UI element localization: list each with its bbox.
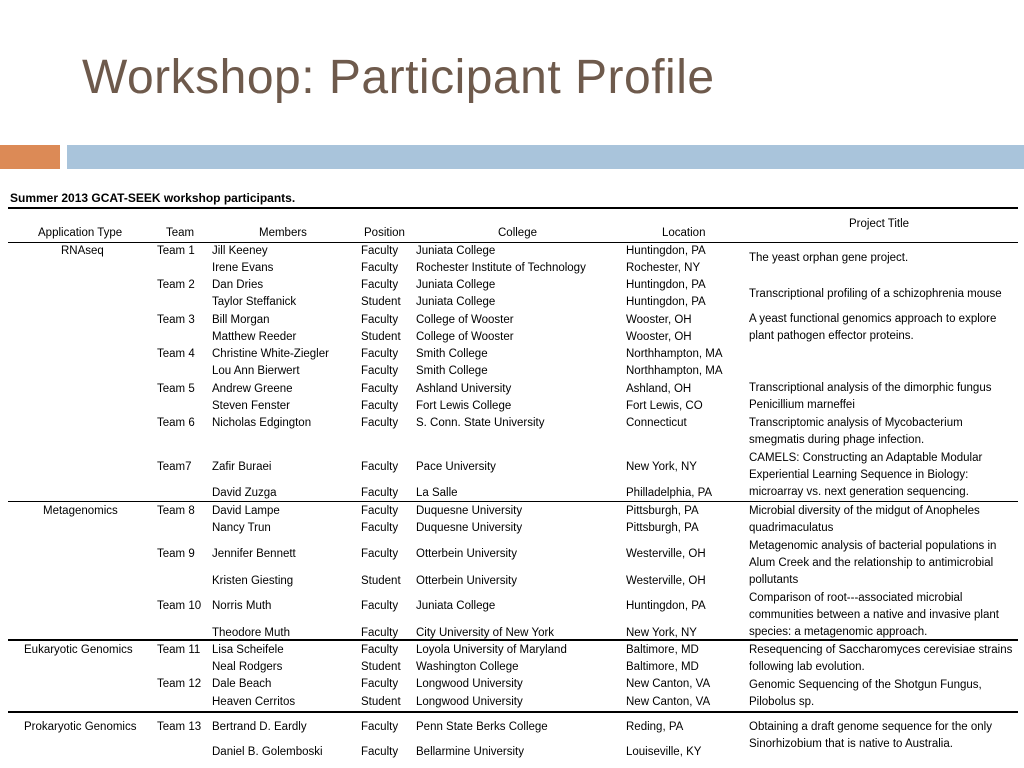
cell-location: Pittsburgh, PA (626, 522, 699, 534)
project-title: Resequencing of Saccharomyces cerevisiae strains following lab evolution. (749, 644, 1013, 673)
project-title: Transcriptomic analysis of Mycobacterium smegmatis during phage infection. (749, 417, 963, 446)
cell-college: S. Conn. State University (416, 417, 545, 429)
cell-team: Team 12 (157, 678, 202, 690)
cell-location: Northhampton, MA (626, 348, 723, 360)
table-top-rule (8, 207, 1018, 209)
cell-college: Juniata College (416, 600, 496, 612)
section-rule (8, 501, 1018, 502)
cell-position: Faculty (361, 627, 399, 639)
cell-position: Faculty (361, 678, 399, 690)
cell-location: Westerville, OH (626, 575, 706, 587)
cell-position: Faculty (361, 279, 399, 291)
cell-member: Bertrand D. Eardly (212, 721, 307, 733)
cell-college: Ashland University (416, 383, 512, 395)
cell-location: Huntingdon, PA (626, 296, 706, 308)
cell-college: Penn State Berks College (416, 721, 548, 733)
cell-position: Faculty (361, 461, 399, 473)
cell-position: Faculty (361, 487, 399, 499)
cell-member: Bill Morgan (212, 314, 270, 326)
cell-location: Wooster, OH (626, 314, 692, 326)
cell-position: Student (361, 575, 401, 587)
cell-member: Zafir Buraei (212, 461, 272, 473)
cell-location: New York, NY (626, 461, 697, 473)
cell-location: Louiseville, KY (626, 746, 702, 758)
cell-member: David Zuzga (212, 487, 277, 499)
header-location: Location (662, 227, 706, 239)
cell-location: Baltimore, MD (626, 661, 699, 673)
cell-location: Huntingdon, PA (626, 279, 706, 291)
cell-team: Team7 (157, 461, 192, 473)
project-title: Transcriptional profiling of a schizophrenia mouse (749, 288, 1002, 300)
project-title: Genomic Sequencing of the Shotgun Fungus, Pilobolus sp. (749, 679, 982, 708)
application-type: RNAseq (61, 245, 104, 257)
cell-position: Student (361, 331, 401, 343)
cell-position: Faculty (361, 245, 399, 257)
cell-member: Heaven Cerritos (212, 696, 296, 708)
cell-team: Team 2 (157, 279, 195, 291)
cell-location: Huntingdon, PA (626, 245, 706, 257)
header-project-title: Project Title (849, 218, 910, 230)
accent-bar-orange (0, 145, 60, 169)
cell-location: Ashland, OH (626, 383, 692, 395)
section-rule (8, 711, 1018, 713)
cell-college: Longwood University (416, 696, 523, 708)
cell-member: Kristen Giesting (212, 575, 294, 587)
cell-member: Christine White-Ziegler (212, 348, 329, 360)
cell-member: Nancy Trun (212, 522, 271, 534)
slide-title: Workshop: Participant Profile (82, 51, 715, 104)
cell-position: Student (361, 696, 401, 708)
cell-member: Neal Rodgers (212, 661, 283, 673)
header-position: Position (364, 227, 405, 239)
cell-location: New Canton, VA (626, 696, 711, 708)
cell-member: Theodore Muth (212, 627, 290, 639)
cell-member: Taylor Steffanick (212, 296, 297, 308)
cell-location: Connecticut (626, 417, 687, 429)
cell-location: Fort Lewis, CO (626, 400, 703, 412)
cell-position: Faculty (361, 417, 399, 429)
project-title: The yeast orphan gene project. (749, 252, 909, 264)
cell-college: Juniata College (416, 245, 496, 257)
header-members: Members (259, 227, 307, 239)
cell-team: Team 13 (157, 721, 202, 733)
cell-member: Nicholas Edgington (212, 417, 312, 429)
cell-member: Daniel B. Golemboski (212, 746, 323, 758)
cell-college: La Salle (416, 487, 458, 499)
project-title: A yeast functional genomics approach to explore plant pathogen effector proteins. (749, 313, 997, 342)
cell-college: Duquesne University (416, 522, 523, 534)
cell-member: Irene Evans (212, 262, 274, 274)
cell-team: Team 8 (157, 505, 195, 517)
cell-college: Otterbein University (416, 575, 517, 587)
cell-position: Faculty (361, 746, 399, 758)
project-title: Obtaining a draft genome sequence for the only Sinorhizobium that is native to Australia. (749, 721, 992, 750)
cell-position: Student (361, 296, 401, 308)
cell-team: Team 5 (157, 383, 195, 395)
cell-location: Wooster, OH (626, 331, 692, 343)
application-type: Prokaryotic Genomics (24, 721, 137, 733)
header-college: College (498, 227, 537, 239)
project-title: CAMELS: Constructing an Adaptable Modular Experiential Learning Sequence in Biology: microarray vs. next generation sequencing. (749, 452, 983, 498)
project-title: Microbial diversity of the midgut of Anopheles quadrimaculatus (749, 505, 980, 534)
cell-college: Smith College (416, 348, 488, 360)
cell-college: Longwood University (416, 678, 523, 690)
project-title: Comparison of root---associated microbial communities between a native and invasive plant species: a metagenomic approach. (749, 592, 999, 638)
cell-location: New York, NY (626, 627, 697, 639)
header-application-type: Application Type (38, 227, 123, 239)
cell-team: Team 10 (157, 600, 202, 612)
cell-college: College of Wooster (416, 331, 514, 343)
cell-location: Pittsburgh, PA (626, 505, 699, 517)
cell-member: Matthew Reeder (212, 331, 297, 343)
application-type: Metagenomics (43, 505, 118, 517)
cell-college: Smith College (416, 365, 488, 377)
cell-member: Dan Dries (212, 279, 264, 291)
cell-team: Team 6 (157, 417, 195, 429)
cell-position: Faculty (361, 262, 399, 274)
table-caption: Summer 2013 GCAT-SEEK workshop participants. (10, 191, 296, 205)
cell-location: Westerville, OH (626, 548, 706, 560)
cell-college: Loyola University of Maryland (416, 644, 567, 656)
cell-team: Team 9 (157, 548, 195, 560)
cell-location: Northhampton, MA (626, 365, 723, 377)
cell-college: College of Wooster (416, 314, 514, 326)
cell-member: Jennifer Bennett (212, 548, 296, 560)
cell-team: Team 11 (157, 644, 201, 656)
cell-member: Steven Fenster (212, 400, 290, 412)
cell-member: Jill Keeney (212, 245, 268, 257)
cell-location: Rochester, NY (626, 262, 701, 274)
cell-college: Pace University (416, 461, 496, 473)
cell-position: Faculty (361, 522, 399, 534)
cell-team: Team 1 (157, 245, 195, 257)
cell-college: Juniata College (416, 296, 496, 308)
cell-college: Duquesne University (416, 505, 523, 517)
cell-position: Faculty (361, 383, 399, 395)
header-rule (8, 242, 1018, 243)
cell-college: City University of New York (416, 627, 555, 639)
cell-member: Dale Beach (212, 678, 272, 690)
header-team: Team (166, 227, 195, 239)
cell-member: Lisa Scheifele (212, 644, 284, 656)
cell-position: Faculty (361, 348, 399, 360)
cell-college: Rochester Institute of Technology (416, 262, 586, 274)
accent-bar-blue (67, 145, 1024, 169)
cell-college: Bellarmine University (416, 746, 525, 758)
cell-location: Huntingdon, PA (626, 600, 706, 612)
cell-college: Fort Lewis College (416, 400, 512, 412)
cell-team: Team 4 (157, 348, 195, 360)
cell-location: Baltimore, MD (626, 644, 699, 656)
cell-team: Team 3 (157, 314, 195, 326)
cell-member: Lou Ann Bierwert (212, 365, 300, 377)
cell-college: Juniata College (416, 279, 496, 291)
cell-member: Andrew Greene (212, 383, 293, 395)
cell-location: Philladelphia, PA (626, 487, 713, 499)
cell-college: Otterbein University (416, 548, 517, 560)
cell-college: Washington College (416, 661, 519, 673)
project-title: Metagenomic analysis of bacterial populations in Alum Creek and the relationship to antimicrobial pollutants (749, 540, 997, 586)
cell-position: Faculty (361, 505, 399, 517)
cell-position: Faculty (361, 365, 399, 377)
cell-position: Faculty (361, 644, 399, 656)
cell-position: Faculty (361, 600, 399, 612)
cell-position: Faculty (361, 400, 399, 412)
cell-member: Norris Muth (212, 600, 272, 612)
cell-position: Faculty (361, 548, 399, 560)
cell-position: Student (361, 661, 401, 673)
application-type: Eukaryotic Genomics (24, 644, 133, 656)
cell-position: Faculty (361, 314, 399, 326)
cell-location: New Canton, VA (626, 678, 711, 690)
project-title: Transcriptional analysis of the dimorphic fungus Penicillium marneffei (749, 382, 992, 411)
cell-member: David Lampe (212, 505, 280, 517)
cell-position: Faculty (361, 721, 399, 733)
cell-location: Reding, PA (626, 721, 684, 733)
